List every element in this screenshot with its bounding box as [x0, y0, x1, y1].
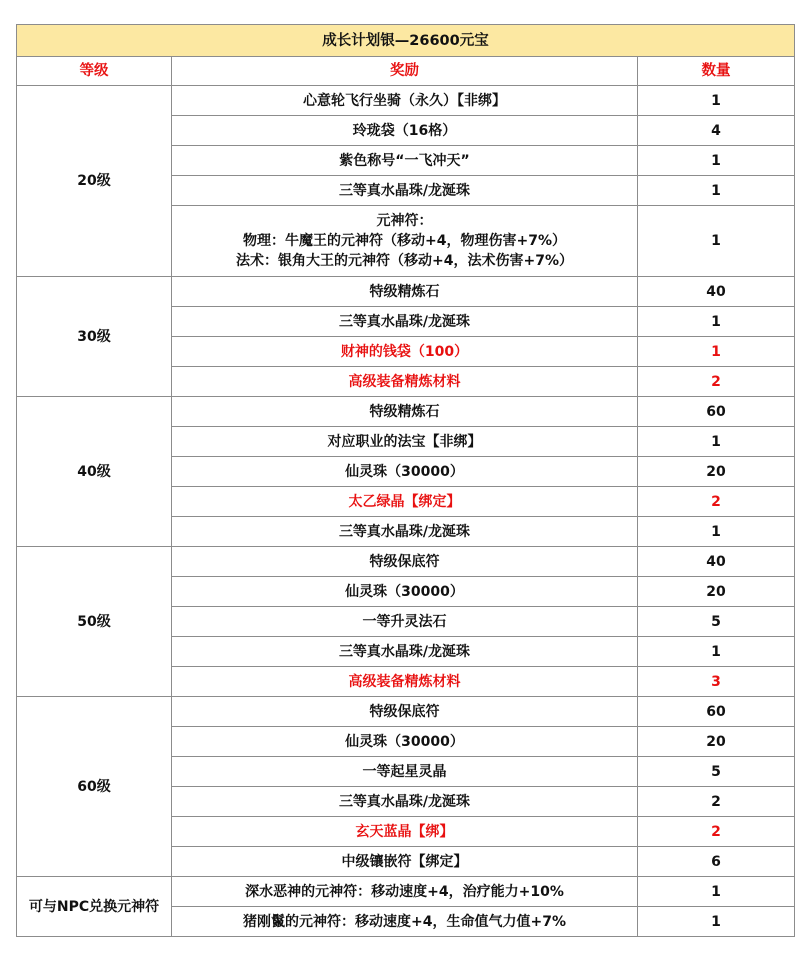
- level-cell: 30级: [17, 277, 172, 397]
- reward-cell: 仙灵珠（30000）: [172, 457, 638, 487]
- reward-cell: 三等真水晶珠/龙涎珠: [172, 176, 638, 206]
- count-cell: 5: [638, 757, 795, 787]
- count-cell: 20: [638, 727, 795, 757]
- count-cell: 2: [638, 817, 795, 847]
- header-count: 数量: [638, 57, 795, 86]
- reward-cell: 一等升灵法石: [172, 607, 638, 637]
- reward-cell: 高级装备精炼材料: [172, 367, 638, 397]
- header-reward: 奖励: [172, 57, 638, 86]
- reward-table: [16, 24, 795, 937]
- reward-cell: 三等真水晶珠/龙涎珠: [172, 517, 638, 547]
- count-cell: 1: [638, 206, 795, 277]
- level-cell: 20级: [17, 86, 172, 277]
- count-cell: 20: [638, 577, 795, 607]
- count-cell: 1: [638, 517, 795, 547]
- reward-cell: 三等真水晶珠/龙涎珠: [172, 637, 638, 667]
- count-cell: 1: [638, 146, 795, 176]
- header-level: 等级: [17, 57, 172, 86]
- reward-cell: 特级精炼石: [172, 397, 638, 427]
- reward-cell: 中级镶嵌符【绑定】: [172, 847, 638, 877]
- count-cell: 2: [638, 487, 795, 517]
- reward-cell: 猪刚鬣的元神符：移动速度+4，生命值气力值+7%: [172, 907, 638, 937]
- count-cell: 1: [638, 877, 795, 907]
- reward-cell: 仙灵珠（30000）: [172, 727, 638, 757]
- count-cell: 60: [638, 397, 795, 427]
- count-cell: 5: [638, 607, 795, 637]
- reward-cell: 对应职业的法宝【非绑】: [172, 427, 638, 457]
- reward-cell: 一等起星灵晶: [172, 757, 638, 787]
- reward-cell: 三等真水晶珠/龙涎珠: [172, 307, 638, 337]
- count-cell: 1: [638, 637, 795, 667]
- count-cell: 1: [638, 907, 795, 937]
- reward-cell: 财神的钱袋（100）: [172, 337, 638, 367]
- count-cell: 3: [638, 667, 795, 697]
- table-row: [17, 86, 795, 116]
- reward-line: 元神符：: [376, 213, 433, 229]
- reward-cell: 紫色称号“一飞冲天”: [172, 146, 638, 176]
- reward-cell: 特级保底符: [172, 547, 638, 577]
- count-cell: 4: [638, 116, 795, 146]
- count-cell: 40: [638, 547, 795, 577]
- reward-cell: 特级保底符: [172, 697, 638, 727]
- table-row: [17, 397, 795, 427]
- reward-cell: 特级精炼石: [172, 277, 638, 307]
- count-cell: 40: [638, 277, 795, 307]
- table-row: [17, 697, 795, 727]
- level-cell: 50级: [17, 547, 172, 697]
- count-cell: 1: [638, 427, 795, 457]
- reward-cell: 深水恶神的元神符：移动速度+4，治疗能力+10%: [172, 877, 638, 907]
- reward-cell: 高级装备精炼材料: [172, 667, 638, 697]
- reward-line: 法术：银角大王的元神符（移动+4，法术伤害+7%）: [236, 253, 573, 269]
- reward-cell: 三等真水晶珠/龙涎珠: [172, 787, 638, 817]
- title-row: [17, 25, 795, 57]
- level-cell: 40级: [17, 397, 172, 547]
- table-row: [17, 277, 795, 307]
- count-cell: 1: [638, 307, 795, 337]
- count-cell: 1: [638, 337, 795, 367]
- count-cell: 60: [638, 697, 795, 727]
- reward-cell: 仙灵珠（30000）: [172, 577, 638, 607]
- level-cell: 60级: [17, 697, 172, 877]
- reward-cell: 太乙绿晶【绑定】: [172, 487, 638, 517]
- table-row: [17, 547, 795, 577]
- count-cell: 2: [638, 367, 795, 397]
- reward-cell: 心意轮飞行坐骑（永久）【非绑】: [172, 86, 638, 116]
- header-row: [17, 57, 795, 86]
- count-cell: 1: [638, 86, 795, 116]
- level-cell: 可与NPC兑换元神符: [17, 877, 172, 937]
- reward-cell: 玲珑袋（16格）: [172, 116, 638, 146]
- count-cell: 6: [638, 847, 795, 877]
- table-title: 成长计划银—26600元宝: [17, 25, 795, 57]
- table-row: [17, 877, 795, 907]
- reward-cell: [172, 206, 638, 277]
- reward-cell: 玄天蓝晶【绑】: [172, 817, 638, 847]
- count-cell: 20: [638, 457, 795, 487]
- count-cell: 1: [638, 176, 795, 206]
- count-cell: 2: [638, 787, 795, 817]
- reward-line: 物理：牛魔王的元神符（移动+4，物理伤害+7%）: [243, 233, 566, 249]
